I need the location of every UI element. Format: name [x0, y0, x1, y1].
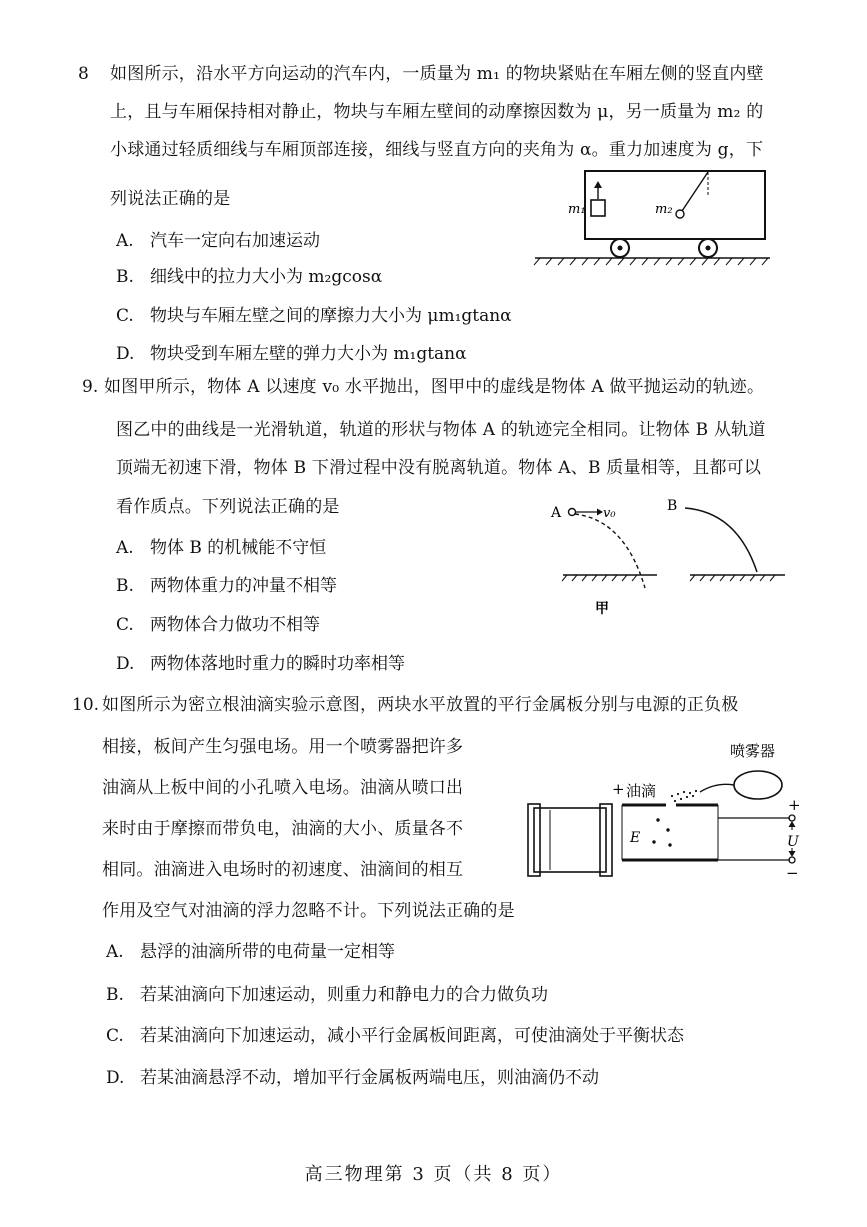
- option-label: B.: [116, 267, 134, 287]
- option-label: A.: [116, 231, 134, 251]
- question-8-option-b[interactable]: [116, 265, 382, 289]
- question-8-number: 8: [78, 64, 89, 84]
- option-label: D.: [106, 1068, 125, 1088]
- label-plus: +: [788, 796, 801, 814]
- option-label: B.: [106, 985, 124, 1005]
- car-figure: [530, 165, 780, 270]
- option-text: 细线中的拉力大小为 m₂gcosα: [150, 267, 383, 287]
- option-label: C.: [116, 306, 134, 326]
- smooth-track: [685, 508, 757, 572]
- question-10-wrap-line-1: 相接，板间产生匀强电场。用一个喷雾器把许多: [102, 737, 464, 757]
- ground-hatch: [534, 258, 768, 265]
- question-9-option-b[interactable]: [116, 574, 337, 598]
- question-10-line-1: 如图所示为密立根油滴实验示意图，两块水平放置的平行金属板分别与电源的正负极: [102, 695, 739, 715]
- label-v0: v₀: [603, 506, 616, 521]
- option-label: D.: [116, 654, 135, 674]
- question-10-number: 10.: [72, 695, 100, 715]
- question-10-line-last: 作用及空气对油滴的浮力忽略不计。下列说法正确的是: [102, 901, 515, 921]
- page-footer: 高三物理第 3 页（共 8 页）: [304, 1164, 563, 1185]
- label-u: U: [787, 834, 799, 850]
- option-label: D.: [116, 344, 135, 364]
- option-label: A.: [106, 942, 124, 962]
- ball-m2: [676, 210, 684, 218]
- option-text: 若某油滴向下加速运动，则重力和静电力的合力做负功: [140, 985, 548, 1005]
- option-text: 物块与车厢左壁之间的摩擦力大小为 μm₁gtanα: [150, 306, 512, 326]
- label-b: B: [667, 498, 678, 514]
- option-text: 两物体重力的冲量不相等: [150, 576, 337, 596]
- option-label: A.: [116, 538, 134, 558]
- question-8-option-d[interactable]: [116, 342, 467, 366]
- sprayer-nozzle: [700, 784, 734, 792]
- question-10-wrap-line-4: 相同。油滴进入电场时的初速度、油滴间的相互: [102, 860, 464, 880]
- question-8-line-3: 小球通过轻质细线与车厢顶部连接，细线与竖直方向的夹角为 α。重力加速度为 g，下: [110, 140, 764, 160]
- option-label: C.: [106, 1026, 124, 1046]
- label-m2: m₂: [655, 202, 673, 217]
- question-9-line-4: 看作质点。下列说法正确的是: [116, 497, 340, 517]
- label-oil: 油滴: [626, 782, 657, 800]
- option-text: 若某油滴悬浮不动，增加平行金属板两端电压，则油滴仍不动: [140, 1068, 599, 1088]
- option-text: 若某油滴向下加速运动，减小平行金属板间距离，可使油滴处于平衡状态: [140, 1026, 684, 1046]
- option-text: 悬浮的油滴所带的电荷量一定相等: [140, 942, 395, 962]
- option-text: 两物体合力做功不相等: [150, 615, 320, 635]
- car-body: [585, 171, 765, 239]
- spray-dots: [671, 790, 697, 802]
- question-8-line-2: 上，且与车厢保持相对静止，物块与车厢左壁间的动摩擦因数为 μ，另一质量为 m₂ 的: [110, 102, 764, 122]
- millikan-figure: [520, 730, 820, 880]
- label-jia: 甲: [595, 601, 609, 617]
- oil-droplets: [652, 818, 671, 846]
- projectile-figure: [545, 490, 790, 620]
- question-9-option-a[interactable]: [116, 536, 326, 560]
- option-text: 两物体落地时重力的瞬时功率相等: [150, 654, 405, 674]
- question-9-line-3: 顶端无初速下滑，物体 B 下滑过程中没有脱离轨道。物体 A、B 质量相等，且都可以: [116, 458, 762, 478]
- question-8-option-a[interactable]: [116, 229, 320, 253]
- sprayer-bulb: [734, 771, 782, 799]
- microscope: [534, 808, 606, 872]
- question-9-option-c[interactable]: [116, 613, 320, 637]
- question-10-option-b[interactable]: [106, 983, 548, 1007]
- string: [682, 172, 708, 211]
- question-9-line-1: 如图甲所示，物体 A 以速度 v₀ 水平抛出，图甲中的虚线是物体 A 做平抛运动的轨迹。: [104, 377, 765, 397]
- question-9-number: 9.: [82, 377, 99, 397]
- question-10-option-a[interactable]: [106, 940, 395, 964]
- question-10-option-d[interactable]: [106, 1066, 599, 1090]
- question-9-option-d[interactable]: [116, 652, 405, 676]
- label-e: E: [630, 830, 641, 846]
- option-text: 物块受到车厢左壁的弹力大小为 m₁gtanα: [150, 344, 467, 364]
- label-a: A: [551, 505, 562, 521]
- question-9-line-2: 图乙中的曲线是一光滑轨道，轨道的形状与物体 A 的轨迹完全相同。让物体 B 从轨道: [116, 420, 766, 440]
- question-10-option-c[interactable]: [106, 1024, 684, 1048]
- option-label: B.: [116, 576, 134, 596]
- label-plus-plate: +: [612, 780, 625, 798]
- question-10-wrap-line-2: 油滴从上板中间的小孔喷入电场。油滴从喷口出: [102, 778, 464, 798]
- question-8-line-1: 如图所示，沿水平方向运动的汽车内，一质量为 m₁ 的物块紧贴在车厢左侧的竖直内壁: [110, 64, 764, 84]
- object-a: [569, 509, 576, 516]
- block-m1: [591, 200, 605, 216]
- friction-arrow-head: [594, 181, 602, 188]
- label-m1: m₁: [568, 202, 586, 217]
- option-text: 物体 B 的机械能不守恒: [150, 538, 327, 558]
- question-8-line-4: 列说法正确的是: [110, 189, 231, 209]
- question-8-option-c[interactable]: [116, 304, 512, 328]
- label-sprayer: 喷雾器: [730, 742, 776, 760]
- question-10-wrap-line-3: 来时由于摩擦而带负电，油滴的大小、质量各不: [102, 819, 464, 839]
- label-minus: −: [786, 864, 799, 880]
- option-label: C.: [116, 615, 134, 635]
- option-text: 汽车一定向右加速运动: [150, 231, 320, 251]
